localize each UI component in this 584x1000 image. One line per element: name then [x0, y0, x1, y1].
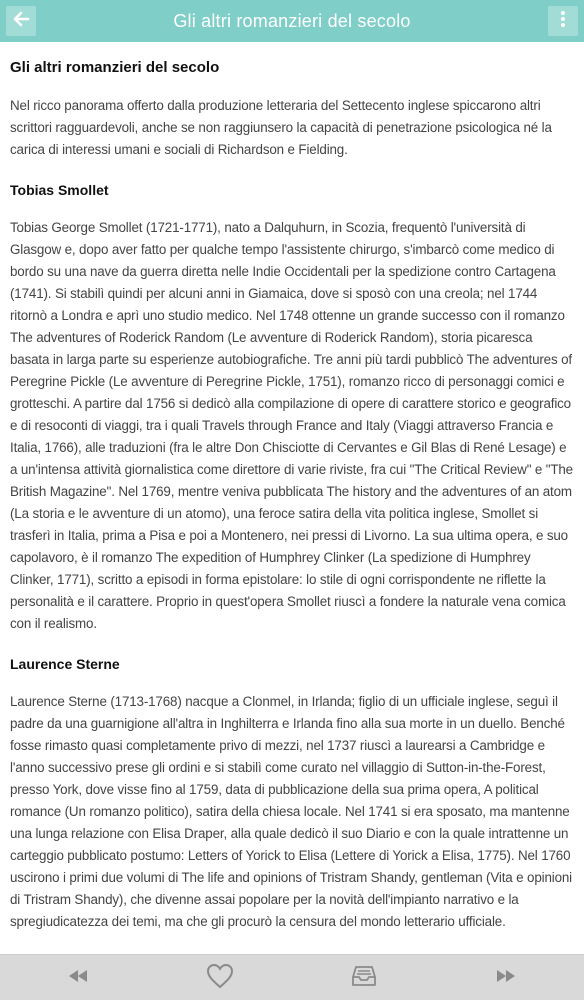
inbox-tray-icon: [351, 964, 377, 993]
previous-button[interactable]: [58, 961, 98, 995]
article-title: Gli altri romanzieri del secolo: [10, 59, 220, 76]
archive-button[interactable]: [344, 961, 384, 995]
section-heading-smollet: Tobias Smollet: [10, 182, 109, 198]
app-bar-title: Gli altri romanzieri del secolo: [173, 10, 411, 31]
section-body-smollet: Tobias George Smollet (1721-1771), nato a Dalquhurn, in Scozia, frequentò l'università di Glasgow e, dopo aver fatto per qualche tempo l'assistente chirurgo, s'imbarcò come medico di bordo su una nave da guerra diretta nelle Indie Occidentali per la spedizione contro Cartagena (1741). Si stabilì quindi per alcuni anni in Giamaica, dove si sposò con una creola; nel 1744 ritornò a Londra e aprì uno studio medico. Nel 1748 ottenne un grande successo con il romanzo The adventures of Roderick Random (Le avventure di Roderick Random), storia picaresca basata in larga parte su esperienze autobiografiche. Tre anni più tardi pubblicò The adventures of Peregrine Pickle (Le avventure di Peregrine Pickle, 1751), romanzo ricco di personaggi comici e grotteschi. A partire dal 1756 si dedicò alla compilazione di opere di carattere storico e geografico e di resoconti di viaggi, tra i quali Travels through France and Italy (Viaggi attraverso Francia e Italia, 1766), alle traduzioni (fra le altre Don Chisciotte di Cervantes e Gil Blas di René Lesage) e a un'intensa attività giornalistica come direttore di varie riviste, fra cui "The Critical Review" e "The British Magazine". Nel 1769, mentre veniva pubblicata The history and the adventures of an atom (La storia e le avventure di un atomo), una feroce satira della vita politica inglese, Smollet si trasferì in Italia, prima a Pisa e poi a Montenero, nei pressi di Livorno. La sua ultima opera, e suo capolavoro, è il romanzo The expedition of Humphrey Clinker (La spedizione di Humphrey Clinker, 1771), scritto a episodi in forma epistolare: lo stile di ogni corrispondente ne riflette la personalità e il carattere. Proprio in quest'opera Smollet riuscì a fondere la naturale vena comica con il realismo.: [10, 220, 573, 631]
favorite-button[interactable]: [200, 961, 240, 995]
more-vertical-icon: [553, 9, 573, 34]
fast-forward-icon: [495, 969, 517, 988]
rewind-icon: [67, 969, 89, 988]
article-intro: Nel ricco panorama offerto dalla produzione letteraria del Settecento inglese spiccarono altri scrittori ragguardevoli, anche se non raggiunsero la capacità di penetrazione psicologica né la carica di interessi umani e sociali di Richardson e Fielding.: [10, 98, 552, 157]
next-button[interactable]: [486, 961, 526, 995]
app-bar: [0, 0, 584, 42]
back-button[interactable]: [6, 6, 36, 36]
arrow-left-icon: [11, 9, 31, 34]
bottom-toolbar: [0, 954, 584, 1000]
overflow-menu-button[interactable]: [548, 6, 578, 36]
section-body-sterne: Laurence Sterne (1713-1768) nacque a Clonmel, in Irlanda; figlio di un ufficiale inglese, seguì il padre da una guarnigione all'altra in Inghilterra e Irlanda fino alla sua morte in un duello. Benché fosse rimasto quasi completamente privo di mezzi, nel 1737 riuscì a laurearsi a Cambridge e l'anno successivo prese gli ordini e si stabilì come curato nel villaggio di Sutton-in-the-Forest, presso York, dove visse fino al 1759, data di pubblicazione della sua prima opera, A political romance (Un romanzo politico), satira della chiesa locale. Nel 1741 si era sposato, ma mantenne una lunga relazione con Elisa Draper, alla quale dedicò il suo Diario e con la quale intrattenne un carteggio pubblicato postumo: Letters of Yorick to Elisa (Lettere di Yorick a Elisa, 1775). Nel 1760 uscirono i primi due volumi di The life and opinions of Tristram Shandy, gentleman (Vita e opinioni di Tristram Shandy), che divenne assai popolare per la novità dell'impianto narrativo e la spregiudicatezza dei temi, ma che gli procurò la censura del mondo letterario ufficiale.: [10, 694, 572, 929]
article-content[interactable]: [0, 42, 584, 954]
section-heading-sterne: Laurence Sterne: [10, 656, 120, 672]
heart-outline-icon: [206, 963, 234, 994]
